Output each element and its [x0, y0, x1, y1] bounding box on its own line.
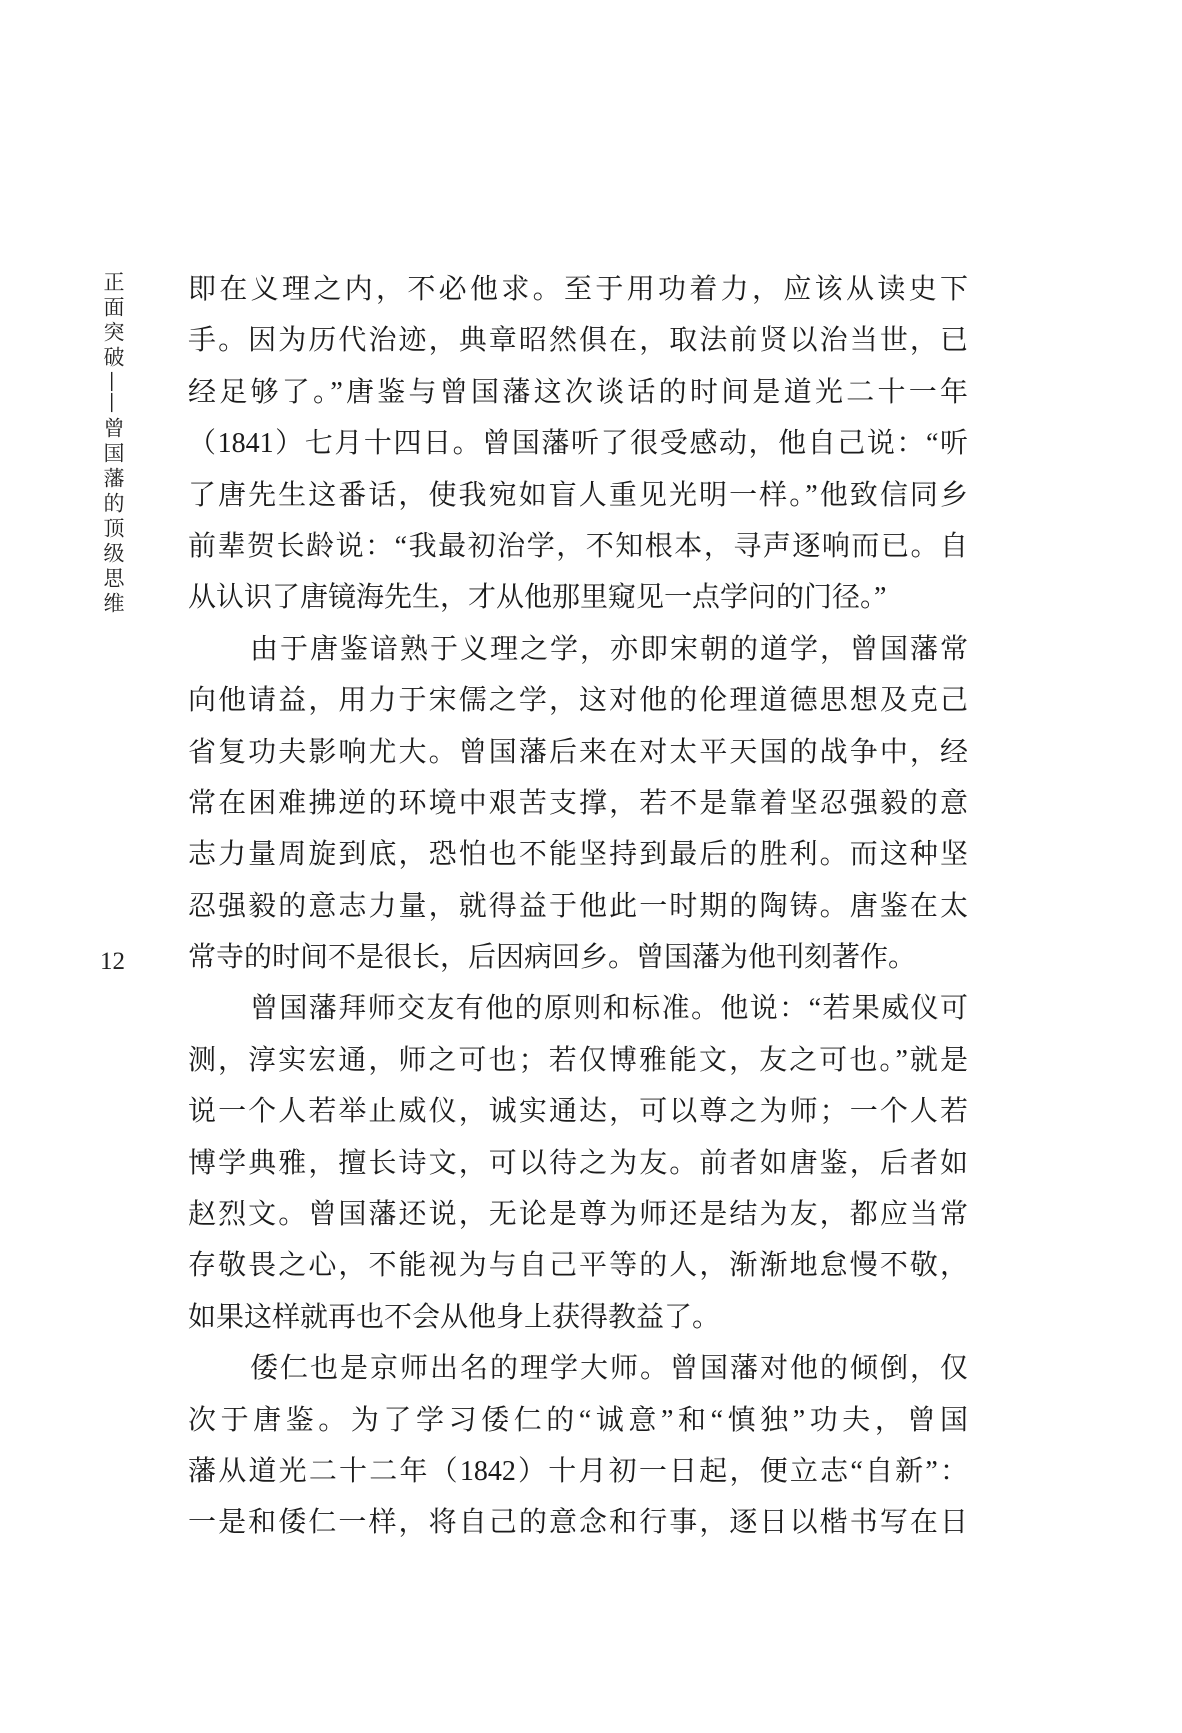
title-separator: ——: [101, 371, 125, 413]
text-line: 常寺的时间不是很长，后因病回乡。曾国藩为他刊刻著作。: [188, 942, 917, 974]
text-line: 测，淳实宏通，师之可也；若仅博雅能文，友之可也。”就是: [188, 1044, 968, 1076]
text-line: 经足够了。”唐鉴与曾国藩这次谈话的时间是道光二十一年: [188, 376, 968, 408]
text-line: 存敬畏之心，不能视为与自己平等的人，渐渐地怠慢不敬，: [188, 1250, 968, 1282]
paragraph: [188, 264, 968, 624]
text-line: 如果这样就再也不会从他身上获得教益了。: [188, 1301, 721, 1333]
text-line: 省复功夫影响尤大。曾国藩后来在对太平天国的战争中，经: [188, 736, 968, 768]
text-line: 了唐先生这番话，使我宛如盲人重见光明一样。”他致信同乡: [188, 479, 968, 511]
running-head: [102, 271, 123, 617]
paragraph: [188, 983, 968, 1343]
text-line: （1841）七月十四日。曾国藩听了很受感动，他自己说：“听: [188, 428, 968, 460]
text-line: 一是和倭仁一样，将自己的意念和行事，逐日以楷书写在日: [188, 1507, 968, 1539]
paragraph: [188, 1343, 968, 1549]
book-title: 正面突破: [101, 271, 125, 371]
text-line: 忍强毅的意志力量，就得益于他此一时期的陶铸。唐鉴在太: [188, 890, 968, 922]
text-line: 志力量周旋到底，恐怕也不能坚持到最后的胜利。而这种坚: [188, 839, 968, 871]
text-line: 博学典雅，擅长诗文，可以待之为友。前者如唐鉴，后者如: [188, 1147, 968, 1179]
text-line: 常在困难拂逆的环境中艰苦支撑，若不是靠着坚忍强毅的意: [188, 787, 968, 819]
page-number: 12: [100, 948, 125, 975]
text-line: 手。因为历代治迹，典章昭然俱在，取法前贤以治当世，已: [188, 325, 968, 357]
text-line: 藩从道光二十二年（1842）十月初一日起，便立志“自新”：: [188, 1455, 968, 1487]
text-line: 从认识了唐镜海先生，才从他那里窥见一点学问的门径。”: [188, 582, 887, 614]
text-line: 倭仁也是京师出名的理学大师。曾国藩对他的倾倒，仅: [250, 1353, 968, 1385]
text-line: 赵烈文。曾国藩还说，无论是尊为师还是结为友，都应当常: [188, 1199, 968, 1231]
text-line: 向他请益，用力于宋儒之学，这对他的伦理道德思想及克己: [188, 685, 968, 717]
book-subtitle: 曾国藩的顶级思维: [101, 417, 125, 617]
body-text: [188, 264, 968, 1549]
text-line: 次于唐鉴。为了学习倭仁的“诚意”和“慎独”功夫，曾国: [188, 1404, 968, 1436]
text-line: 前辈贺长龄说：“我最初治学，不知根本，寻声逐响而已。自: [188, 530, 968, 562]
text-line: 说一个人若举止威仪，诚实通达，可以尊之为师；一个人若: [188, 1096, 968, 1128]
text-line: 由于唐鉴谙熟于义理之学，亦即宋朝的道学，曾国藩常: [250, 633, 968, 665]
text-line: 即在义理之内，不必他求。至于用功着力，应该从读史下: [188, 274, 968, 305]
paragraph: [188, 624, 968, 984]
text-line: 曾国藩拜师交友有他的原则和标准。他说：“若果威仪可: [250, 993, 968, 1025]
